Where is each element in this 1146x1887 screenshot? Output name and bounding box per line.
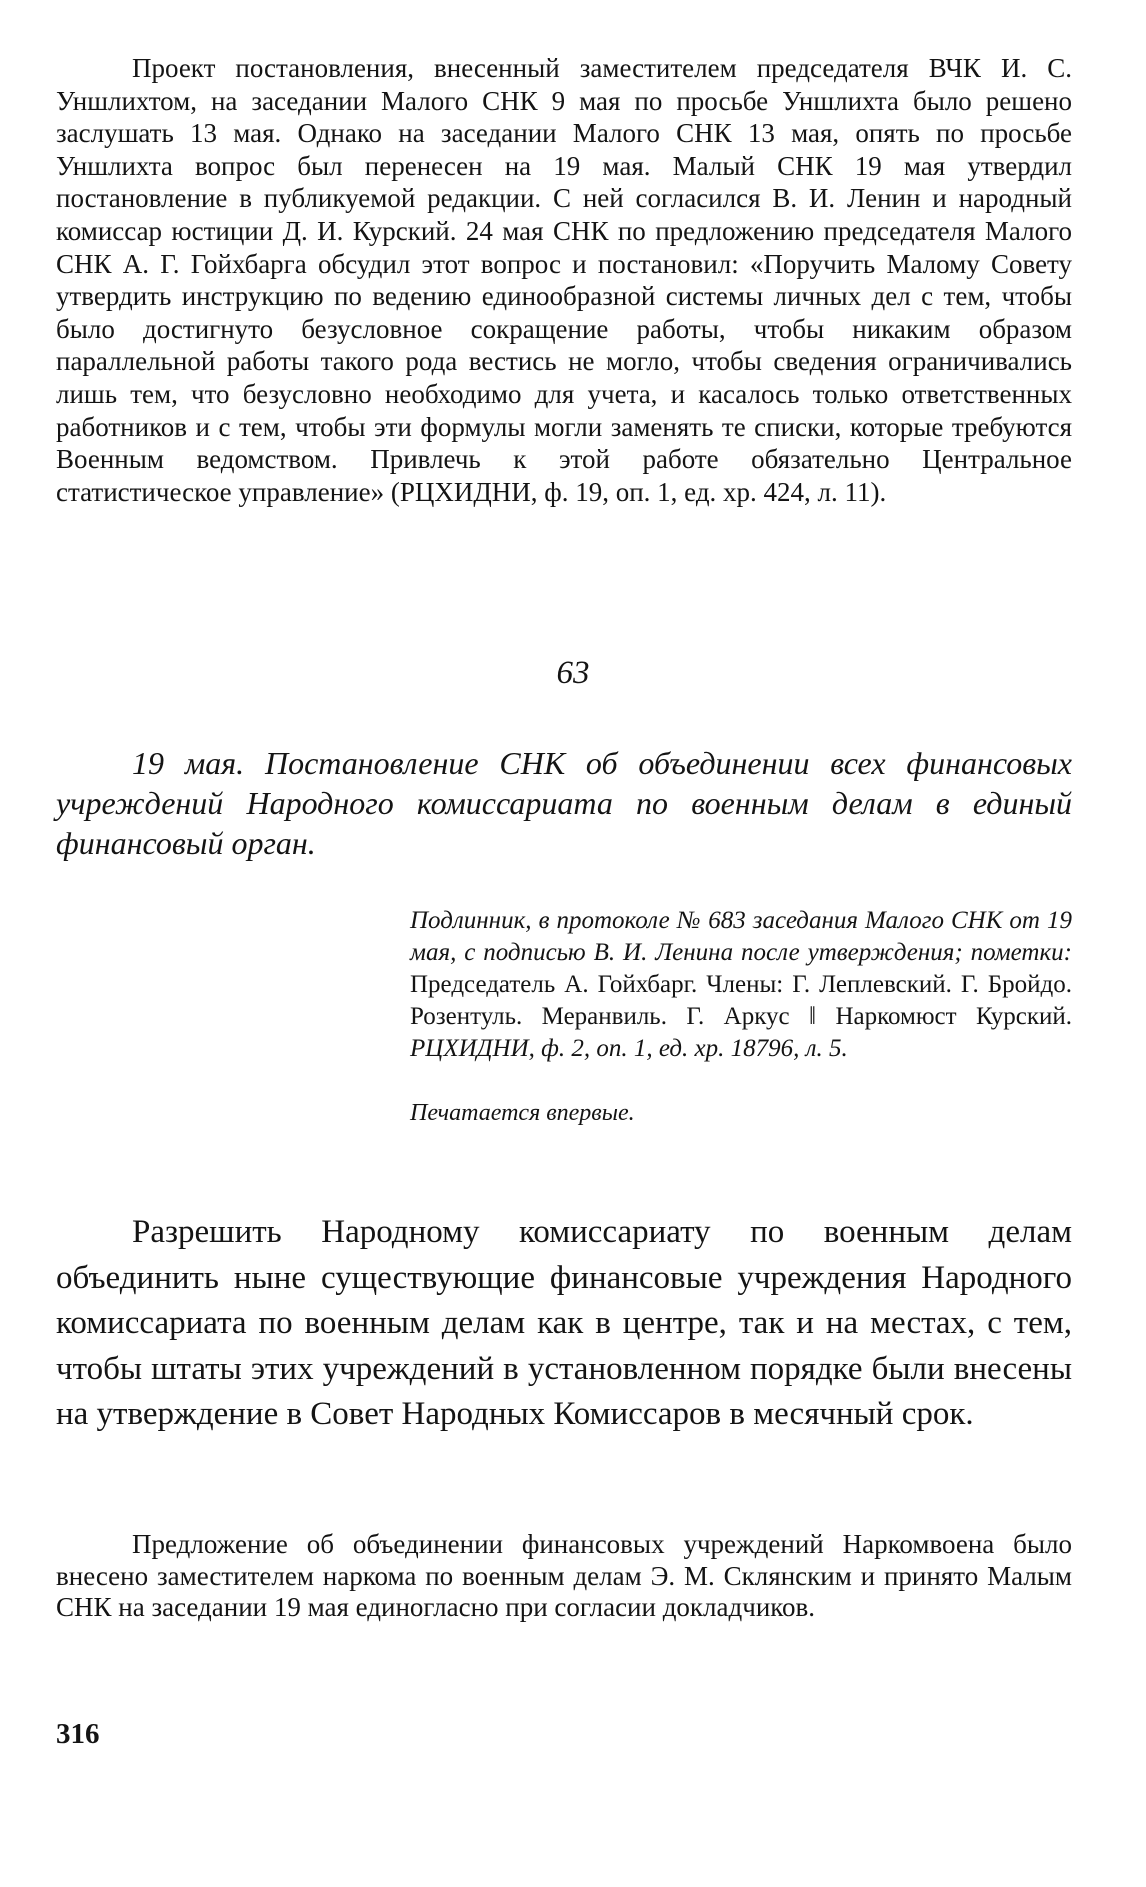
source-reference bbox=[410, 905, 1072, 1065]
document-title: 19 мая. Постановление СНК об объединении всех финансовых учреждений Народного комиссариата по военным делам в единый финансовый орган. bbox=[56, 745, 1072, 861]
archive-reference: РЦХИДНИ, ф. 2, оп. 1, ед. хр. 18796, л. 5. bbox=[410, 1035, 848, 1062]
source-description: Подлинник, в протоколе № 683 заседания Малого СНК от 19 мая, с подписью В. И. Ленина после утверждения; пометки: bbox=[410, 907, 1072, 966]
intro-note-paragraph: Проект постановления, внесенный заместителем председателя ВЧК И. С. Уншлихтом, на заседании Малого СНК 9 мая по просьбе Уншлихта было решено заслушать 13 мая. Однако на заседании Малого СНК 13 мая, опять по просьбе Уншлихта вопрос был перенесен на 19 мая. Малый СНК 19 мая утвердил постановление в публикуемой редакции. С ней согласился В. И. Ленин и народный комиссар юстиции Д. И. Курский. 24 мая СНК по предложению председателя Малого СНК А. Г. Гойхбарга обсудил этот вопрос и постановил: «Поручить Малому Совету утвердить инструкцию по ведению единообразной системы личных дел с тем, чтобы было достигнуто безусловное сокращение работы, чтобы никаким образом параллельной работы такого рода вестись не могло, чтобы сведения ограничивались лишь тем, что безусловно необходимо для учета, и касалось только ответственных работников и с тем, чтобы эти формулы могли заменять те списки, которые требуются Военным ведомством. Привлечь к этой работе обязательно Центральное статистическое управление» (РЦХИДНИ, ф. 19, оп. 1, ед. хр. 424, л. 11). bbox=[56, 53, 1072, 507]
closing-note-paragraph: Предложение об объединении финансовых учреждений Наркомвоена было внесено заместителем наркома по военным делам Э. М. Склянским и принято Малым СНК на заседании 19 мая единогласно при согласии докладчиков. bbox=[56, 1529, 1072, 1622]
source-annotations: Председатель А. Гойхбарг. Члены: Г. Леплевский. Г. Бройдо. Розентуль. Меранвиль. Г. Аркус ‖ Наркомюст Курский. bbox=[410, 971, 1072, 1030]
document-number: 63 bbox=[556, 655, 590, 691]
page-number: 316 bbox=[56, 1718, 100, 1750]
publication-note: Печатается впервые. bbox=[410, 1100, 635, 1126]
resolution-text: Разрешить Народному комиссариату по военным делам объединить ныне существующие финансовые учреждения Народного комиссариата по военным делам как в центре, так и на местах, с тем, чтобы штаты этих учреждений в установленном порядке были внесены на утверждение в Совет Народных Комиссаров в месячный срок. bbox=[56, 1214, 1072, 1433]
